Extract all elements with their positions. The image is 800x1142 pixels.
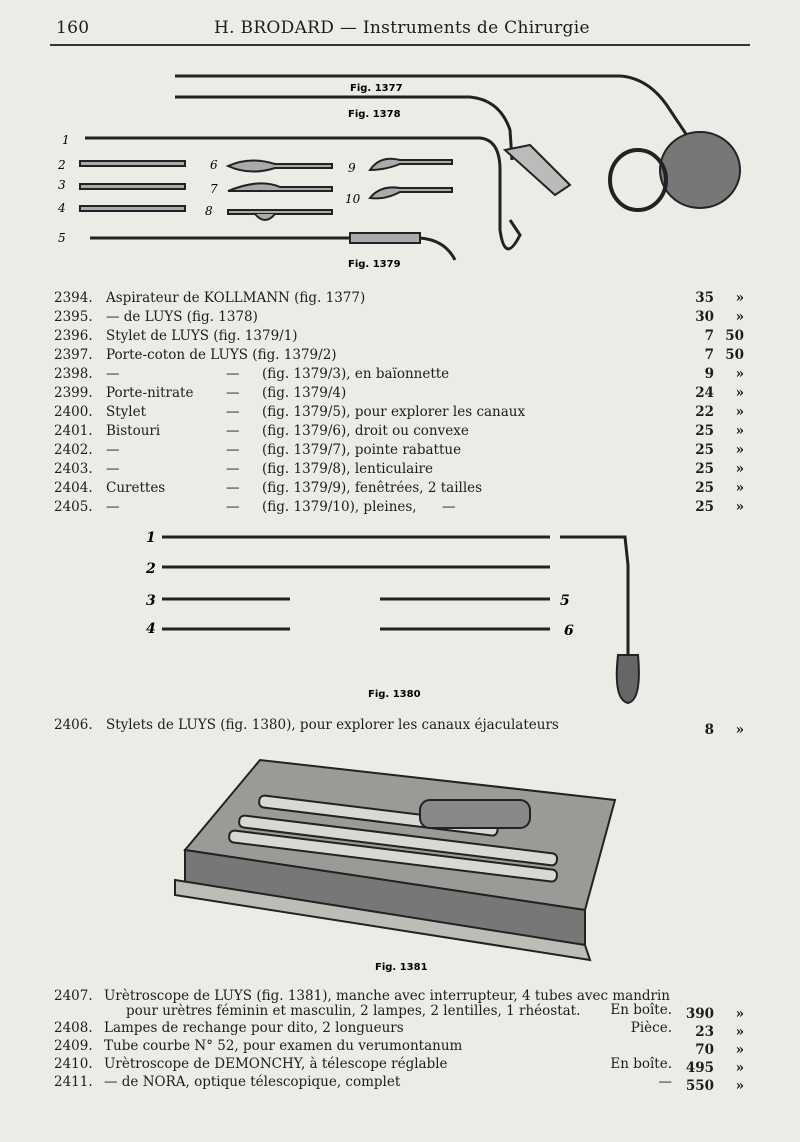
header-rule <box>50 44 750 46</box>
item-cents: » <box>735 385 744 401</box>
item-description: Lampes de rechange pour dito, 2 longueurs <box>104 1020 404 1036</box>
item-number: 2400. <box>54 404 93 420</box>
item-number: 2406. <box>54 717 93 733</box>
item-reference-dash: — <box>442 499 456 515</box>
item-unit: Pièce. <box>630 1020 672 1036</box>
item-name: Aspirateur de KOLLMANN (fig. 1377) <box>106 290 366 306</box>
fig1379-num-7: 7 <box>210 182 218 196</box>
fig-1380-label: Fig. 1380 <box>368 689 421 700</box>
item-price: 30 <box>695 309 714 325</box>
item-dash: — <box>226 404 240 420</box>
item-price: 35 <box>695 290 714 306</box>
fig1380-num-3: 3 <box>146 593 156 609</box>
item-price: 390 <box>685 1006 714 1022</box>
item-dash: — <box>226 499 240 515</box>
item-cents: 50 <box>725 347 744 363</box>
item-description-line2: pour urètres féminin et masculin, 2 lampes, 2 lentilles, 1 rhéostat. <box>126 1003 581 1019</box>
luys-stylet-bent <box>85 138 520 249</box>
stylets-illustration <box>140 525 660 710</box>
item-price: 24 <box>695 385 714 401</box>
item-name: Porte-nitrate <box>106 385 194 401</box>
item-unit: En boîte. <box>610 1056 672 1072</box>
urethroscope-case-illustration <box>170 755 620 975</box>
fig-1381-label: Fig. 1381 <box>375 962 428 973</box>
item-reference: (fig. 1379/8), lenticulaire <box>262 461 433 477</box>
item-price: 23 <box>695 1024 714 1040</box>
fig-1377-label: Fig. 1377 <box>350 83 403 94</box>
page-header <box>56 18 748 44</box>
item-cents: » <box>735 1042 744 1058</box>
item-price: 22 <box>695 404 714 420</box>
scissor-ring <box>610 150 666 210</box>
item-number: 2404. <box>54 480 93 496</box>
item-name: Porte-coton de LUYS (fig. 1379/2) <box>106 347 337 363</box>
item-number: 2399. <box>54 385 93 401</box>
item-row <box>54 988 754 1022</box>
item-number: 2407. <box>54 988 93 1004</box>
item-row-2406 <box>54 717 754 736</box>
item-cents: » <box>735 480 744 496</box>
fig1379-num-10: 10 <box>345 192 361 206</box>
item-reference: (fig. 1379/7), pointe rabattue <box>262 442 462 458</box>
item-cents: » <box>735 442 744 458</box>
item-reference: (fig. 1379/4) <box>262 385 347 401</box>
item-cents: » <box>735 423 744 439</box>
item-price: 25 <box>695 480 714 496</box>
luys-aspirator-tube <box>175 97 512 160</box>
item-name: Bistouri <box>106 423 161 439</box>
fig1380-num-2: 2 <box>146 561 156 577</box>
item-unit: En boîte. <box>610 1002 672 1018</box>
item-cents: » <box>735 404 744 420</box>
stylet-handle <box>617 655 639 703</box>
fig1380-num-5: 5 <box>560 593 570 609</box>
item-row <box>54 461 754 480</box>
item-row <box>54 290 754 309</box>
item-price: 495 <box>685 1060 714 1076</box>
item-name: — <box>106 366 120 382</box>
item-cents: » <box>735 1078 744 1094</box>
item-row <box>54 1020 754 1039</box>
item-dash: — <box>226 423 240 439</box>
item-price: 7 <box>704 328 714 344</box>
item-number: 2401. <box>54 423 93 439</box>
item-price: 25 <box>695 461 714 477</box>
item-name: Stylet de LUYS (fig. 1379/1) <box>106 328 298 344</box>
item-row <box>54 385 754 404</box>
item-number: 2395. <box>54 309 93 325</box>
item-price: 70 <box>695 1042 714 1058</box>
fig1379-num-4: 4 <box>58 201 66 215</box>
fig1379-num-5: 5 <box>58 231 66 245</box>
item-row <box>54 442 754 461</box>
item-cents: » <box>735 1024 744 1040</box>
item-name: — <box>106 461 120 477</box>
item-row <box>54 480 754 499</box>
fig1379-num-6: 6 <box>210 158 218 172</box>
item-cents: » <box>735 499 744 515</box>
item-reference: (fig. 1379/6), droit ou convexe <box>262 423 469 439</box>
kollmann-aspirator-tube <box>175 76 690 140</box>
item-number: 2410. <box>54 1056 93 1072</box>
fig1379-num-8: 8 <box>205 204 213 218</box>
item-name: — <box>106 442 120 458</box>
item-cents: » <box>735 366 744 382</box>
item-price: 25 <box>695 442 714 458</box>
fig1379-num-2: 2 <box>58 158 66 172</box>
item-row <box>54 404 754 423</box>
item-name: Curettes <box>106 480 166 496</box>
item-cents: » <box>735 1060 744 1076</box>
item-reference: (fig. 1379/9), fenêtrées, 2 tailles <box>262 480 483 496</box>
item-cents: » <box>735 1006 744 1022</box>
item-description: Tube courbe N° 52, pour examen du verumontanum <box>104 1038 463 1054</box>
item-row <box>54 499 754 518</box>
item-unit: — <box>658 1074 672 1090</box>
item-dash: — <box>226 385 240 401</box>
item-number: 2411. <box>54 1074 93 1090</box>
item-price: 9 <box>704 366 714 382</box>
fig-1378-label: Fig. 1378 <box>348 109 401 120</box>
fig1379-num-3: 3 <box>58 178 66 192</box>
item-dash: — <box>226 442 240 458</box>
fig-1379-label: Fig. 1379 <box>348 259 401 270</box>
item-description: Stylets de LUYS (fig. 1380), pour explorer les canaux éjaculateurs <box>106 717 559 733</box>
item-row <box>54 1038 754 1057</box>
item-row <box>54 309 754 328</box>
item-row <box>54 366 754 385</box>
item-cents: » <box>735 722 744 738</box>
item-number: 2408. <box>54 1020 93 1036</box>
item-row <box>54 347 754 366</box>
item-name: Stylet <box>106 404 147 420</box>
item-dash: — <box>226 461 240 477</box>
fig1380-num-6: 6 <box>564 623 574 639</box>
page-title: H. BRODARD — Instruments de Chirurgie <box>214 18 590 38</box>
item-dash: — <box>226 480 240 496</box>
item-price: 8 <box>704 722 714 738</box>
fig1379-num-9: 9 <box>348 161 356 175</box>
item-cents: » <box>735 461 744 477</box>
page-number: 160 <box>56 18 90 38</box>
item-cents: » <box>735 290 744 306</box>
item-number: 2403. <box>54 461 93 477</box>
item-name: — de LUYS (fig. 1378) <box>106 309 258 325</box>
item-row <box>54 1056 754 1075</box>
item-reference: (fig. 1379/10), pleines, <box>262 499 417 515</box>
item-description: Urètroscope de LUYS (fig. 1381), manche avec interrupteur, 4 tubes avec mandrin <box>104 988 670 1004</box>
fig1379-num-1: 1 <box>62 133 70 147</box>
item-number: 2409. <box>54 1038 93 1054</box>
aspirator-bulb <box>660 132 740 208</box>
item-price: 25 <box>695 423 714 439</box>
item-description: — de NORA, optique télescopique, complet <box>104 1074 401 1090</box>
item-price: 7 <box>704 347 714 363</box>
fig1380-num-1: 1 <box>146 530 156 546</box>
item-number: 2396. <box>54 328 93 344</box>
item-reference: (fig. 1379/3), en baïonnette <box>262 366 450 382</box>
item-reference: (fig. 1379/5), pour explorer les canaux <box>262 404 526 420</box>
item-dash: — <box>226 366 240 382</box>
fig1380-num-4: 4 <box>146 621 156 637</box>
item-row <box>54 423 754 442</box>
item-name: — <box>106 499 120 515</box>
item-number: 2402. <box>54 442 93 458</box>
item-row <box>54 1074 754 1093</box>
item-number: 2405. <box>54 499 93 515</box>
item-row <box>54 328 754 347</box>
instruments-illustration-top <box>50 60 760 275</box>
item-description: Urètroscope de DEMONCHY, à télescope réglable <box>104 1056 448 1072</box>
item-price: 550 <box>685 1078 714 1094</box>
item-cents: 50 <box>725 328 744 344</box>
item-cents: » <box>735 309 744 325</box>
item-number: 2397. <box>54 347 93 363</box>
item-number: 2398. <box>54 366 93 382</box>
item-price: 25 <box>695 499 714 515</box>
item-number: 2394. <box>54 290 93 306</box>
